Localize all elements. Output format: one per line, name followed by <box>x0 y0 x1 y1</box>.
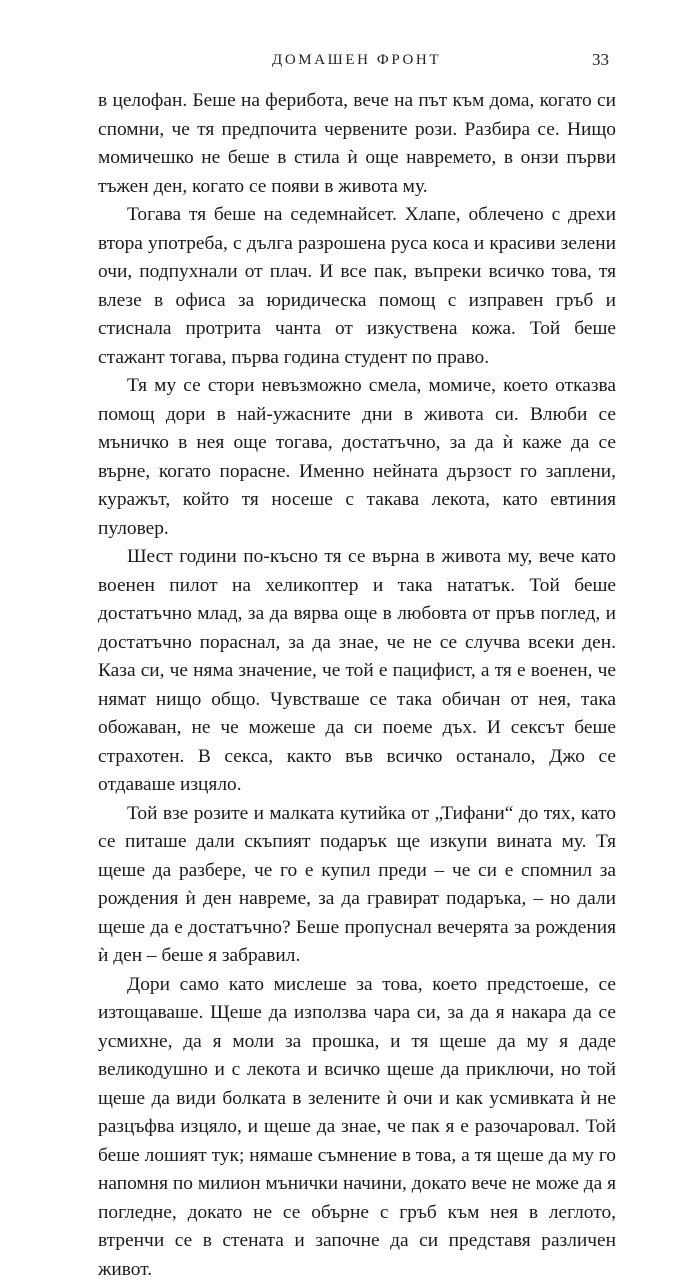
running-head-title: ДОМАШЕН ФРОНТ <box>272 52 441 69</box>
body-text <box>98 87 616 1284</box>
paragraph: в целофан. Беше на ферибота, вече на път към дома, когато си спомни, че тя предпочита червените рози. Разбира се. Нищо момичешко не беше в стила ѝ още навремето, в онзи първи тъжен ден, когато се появи в живота му. <box>98 87 616 201</box>
paragraph: Шест години по-късно тя се върна в живота му, вече като военен пилот на хеликоптер и така нататък. Той беше достатъчно млад, за да вярва още в любовта от пръв поглед, и достатъчно пораснал, за да знае, че не се случва всеки ден. Каза си, че няма значение, че той е пацифист, а тя е военен, че нямат нищо общо. Чувстваше се така обичан от нея, така обожаван, не че можеше да си поеме дъх. И сексът беше страхотен. В секса, както във всичко останало, Джо се отдаваше изцяло. <box>98 543 616 800</box>
page-number: 33 <box>592 50 609 70</box>
paragraph: Той взе розите и малката кутийка от „Тифани“ до тях, като се питаше дали скъпият подарък ще изкупи вината му. Тя щеше да разбере, че го е купил преди – че си е спомнил за рождения ѝ ден навреме, за да гравират подаръка, – но дали щеше да е достатъчно? Беше пропуснал вечерята за рождения ѝ ден – беше я забравил. <box>98 800 616 971</box>
paragraph: Дори само като мислеше за това, което предстоеше, се изтощаваше. Щеше да използва чара си, за да я накара да се усмихне, да я моли за прошка, и тя щеше да му я даде великодушно и с лекота и всичко щеше да приключи, но той щеше да види болката в зелените ѝ очи и как усмивката ѝ не разцъфва изцяло, и щеше да знае, че пак я е разочаровал. Той беше лошият тук; нямаше съмнение в това, а тя щеше да му го напомня по милион мънички начини, докато вече не може да я погледне, докато не се обърне с гръб към нея в леглото, втренчи се в стената и започне да си представя различен живот. <box>98 971 616 1284</box>
paragraph: Тя му се стори невъзможно смела, момиче, което отказва помощ дори в най-ужасните дни в живота си. Влюби се мъничко в нея още тогава, достатъчно, за да ѝ каже да се върне, когато порасне. Именно нейната дързост го заплени, куражът, който тя носеше с такава лекота, като евтиния пуловер. <box>98 372 616 543</box>
paragraph: Тогава тя беше на седемнайсет. Хлапе, облечено с дрехи втора употреба, с дълга разрошена руса коса и красиви зелени очи, подпухнали от плач. И все пак, въпреки всичко това, тя влезе в офиса за юридическа помощ с изправен гръб и стиснала протрита чанта от изкуствена кожа. Той беше стажант тогава, първа година студент по право. <box>98 201 616 372</box>
